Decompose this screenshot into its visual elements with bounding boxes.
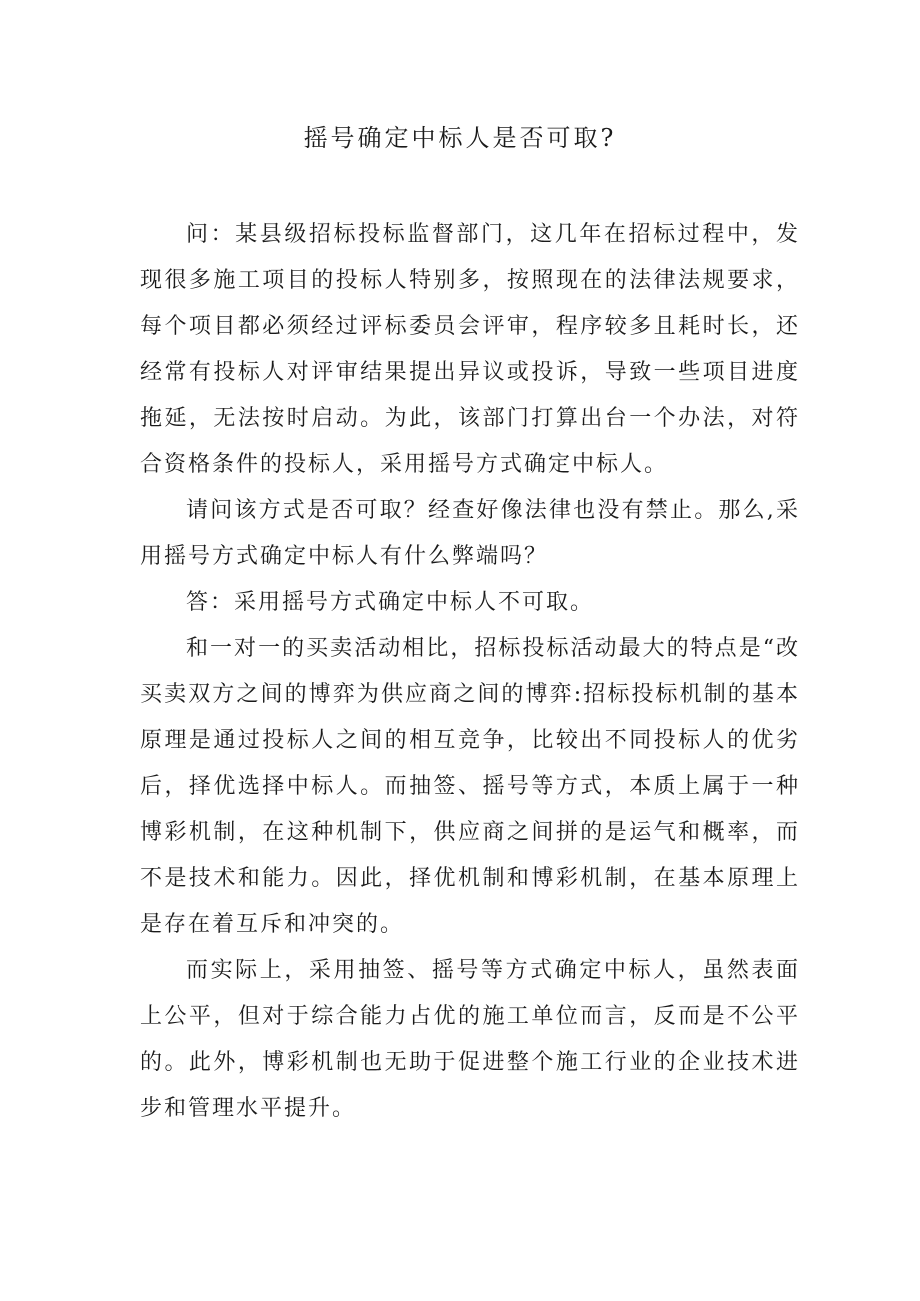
paragraph-question-followup: 请问该方式是否可取？经查好像法律也没有禁止。那么,采用摇号方式确定中标人有什么弊端吗？ (140, 498, 800, 569)
document-body (140, 212, 800, 1132)
paragraph-conclusion: 而实际上，采用抽签、摇号等方式确定中标人，虽然表面上公平，但对于综合能力占优的施工单位而言，反而是不公平的。此外，博彩机制也无助于促进整个施工行业的企业技术进步和管理水平提升。 (140, 958, 800, 1121)
document-title: 摇号确定中标人是否可取? (303, 124, 617, 152)
paragraph-question: 问：某县级招标投标监督部门，这几年在招标过程中，发现很多施工项目的投标人特别多，按照现在的法律法规要求，每个项目都必须经过评标委员会评审，程序较多且耗时长，还经常有投标人对评审结果提出异议或投诉，导致一些项目进度拖延，无法按时启动。为此，该部门打算出台一个办法，对符合资格条件的投标人，采用摇号方式确定中标人。 (140, 222, 800, 477)
paragraph-answer: 答：采用摇号方式确定中标人不可取。 (186, 590, 595, 615)
paragraph-explanation: 和一对一的买卖活动相比，招标投标活动最大的特点是“改买卖双方之间的博弈为供应商之间的博弈:招标投标机制的基本原理是通过投标人之间的相互竞争，比较出不同投标人的优劣后，择优选择中标人。而抽签、摇号等方式，本质上属于一种博彩机制，在这种机制下，供应商之间拼的是运气和概率，而不是技术和能力。因此，择优机制和博彩机制，在基本原理上是存在着互斥和冲突的。 (140, 636, 800, 937)
